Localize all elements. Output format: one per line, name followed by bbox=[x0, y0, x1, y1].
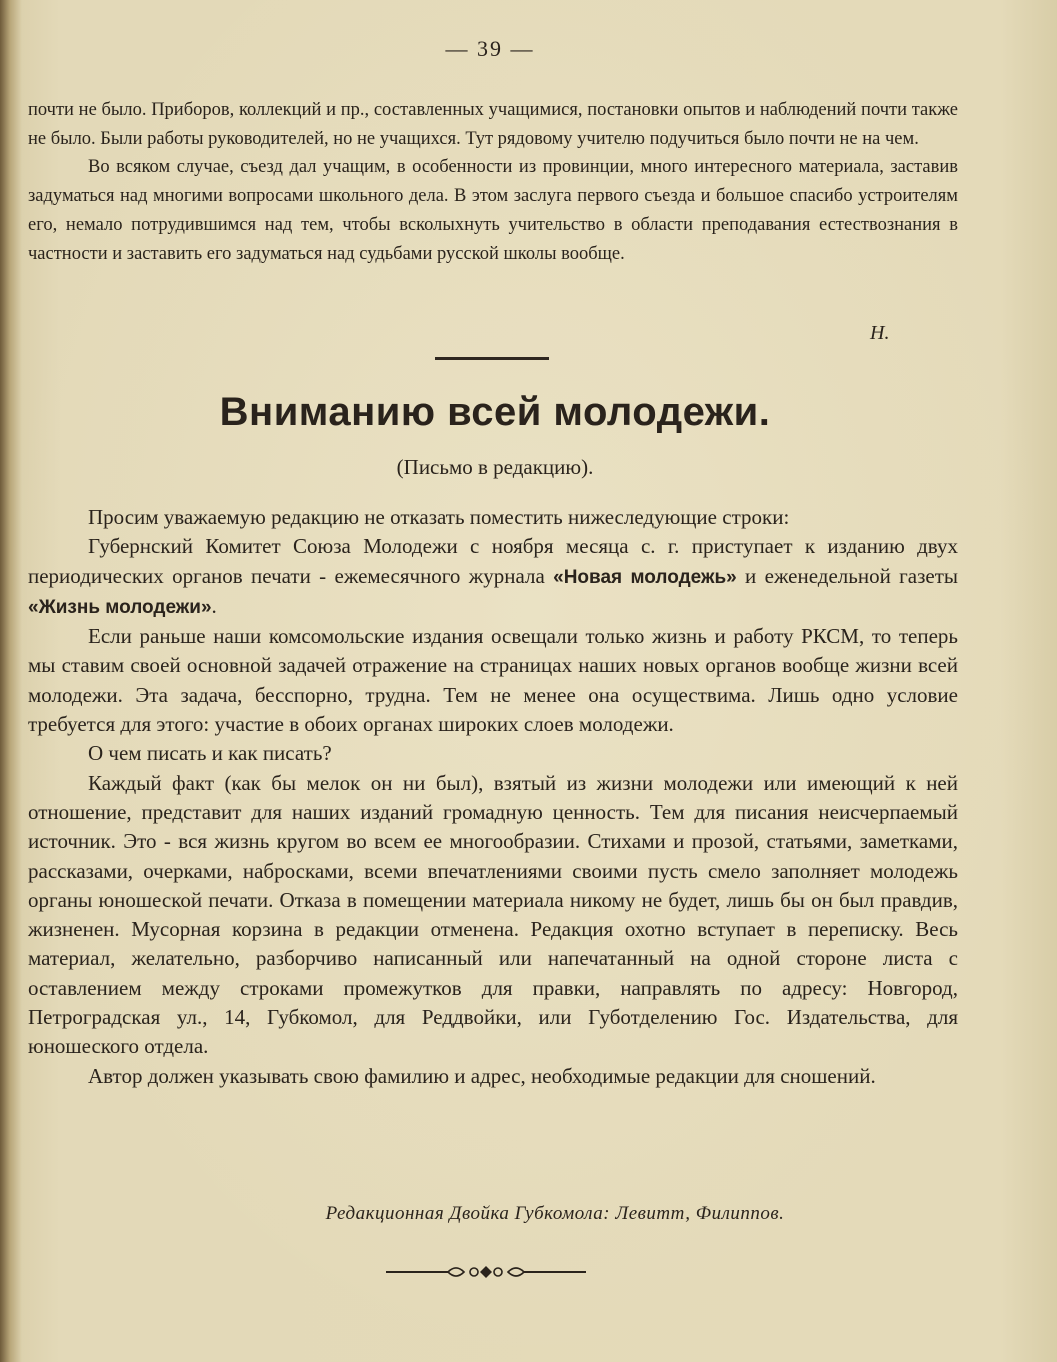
article-paragraph-2 bbox=[28, 532, 958, 622]
article-paragraph-2-end: . bbox=[211, 593, 217, 618]
newspaper-name: «Жизнь молодежи» bbox=[28, 596, 212, 618]
article-paragraph-2-middle: и еженедельной газеты bbox=[736, 563, 958, 588]
intro-text-block bbox=[28, 96, 958, 268]
intro-paragraph-1: почти не было. Приборов, коллекций и пр., составленных учащимися, постановки опытов и наблюдений почти также не было. Были работы руководителей, но не учащихся. Тут рядовому учителю подучиться было почти не на чем. bbox=[28, 100, 958, 149]
article-paragraph-4: О чем писать и как писать? bbox=[88, 741, 332, 766]
article-body bbox=[28, 503, 958, 1091]
article-signoff: Редакционная Двойка Губкомола: Левитт, Филиппов. bbox=[325, 1203, 785, 1224]
end-ornament-icon bbox=[386, 1262, 586, 1282]
article-paragraph-5: Каждый факт (как бы мелок он ни был), взятый из жизни молодежи или имеющий к ней отношение, представит для наших изданий громадную ценность. Тем для писания неисчерпаемый источник. Это - вся жизнь кругом во всем ее многообразии. Стихами и прозой, статьями, заметками, рассказами, очерками, набросками, всеми впечатлениями своими пусть смело заполняет молодежь органы юношеской печати. Отказа в помещении материала никому не будет, лишь бы он был правдив, жизненен. Мусорная корзина в редакции отменена. Редакция охотно вступает в переписку. Весь материал, желательно, разборчиво написанный или напечатанный на одной стороне листа с оставлением между строками промежутков для правки, направлять по адресу: Новгород, Петроградская ул., 14, Губкомол, для Реддвойки, или Губотделению Гос. Издательства, для юношеского отдела. bbox=[28, 770, 958, 1059]
journal-name: «Новая молодежь» bbox=[553, 566, 737, 588]
article-paragraph-3: Если раньше наши комсомольские издания освещали только жизнь и работу РКСМ, то теперь мы ставим своей основной задачей отражение на страницах наших новых органов вообще жизни всей молодежи. Эта задача, бесспорно, трудна. Тем не менее она осуществима. Лишь одно условие требуется для этого: участие в обоих органах широких слоев молодежи. bbox=[28, 624, 958, 737]
section-divider bbox=[435, 357, 549, 360]
intro-signature: Н. bbox=[870, 322, 890, 344]
article-paragraph-2-start: Губернский Комитет Союза Молодежи с ноября месяца с. г. приступает к изданию двух периодических органов печати - ежемесячного журнала bbox=[28, 534, 958, 588]
page-number: — 39 — bbox=[445, 36, 535, 61]
article-paragraph-6: Автор должен указывать свою фамилию и адрес, необходимые редакции для сношений. bbox=[88, 1063, 876, 1088]
article-subtitle: (Письмо в редакцию). bbox=[396, 455, 594, 479]
article-paragraph-1: Просим уважаемую редакцию не отказать поместить нижеследующие строки: bbox=[88, 505, 790, 529]
article-title: Вниманию всей молодежи. bbox=[219, 390, 771, 434]
intro-paragraph-2: Во всяком случае, съезд дал учащим, в особенности из провинции, много интересного материала, заставив задуматься над многими вопросами школьного дела. В этом заслуга первого съезда и большое спасибо устроителям его, немало потрудившимся над тем, чтобы всколыхнуть учительство в области преподавания естествознания в частности и заставить его задуматься над судьбами русской школы вообще. bbox=[28, 157, 958, 264]
